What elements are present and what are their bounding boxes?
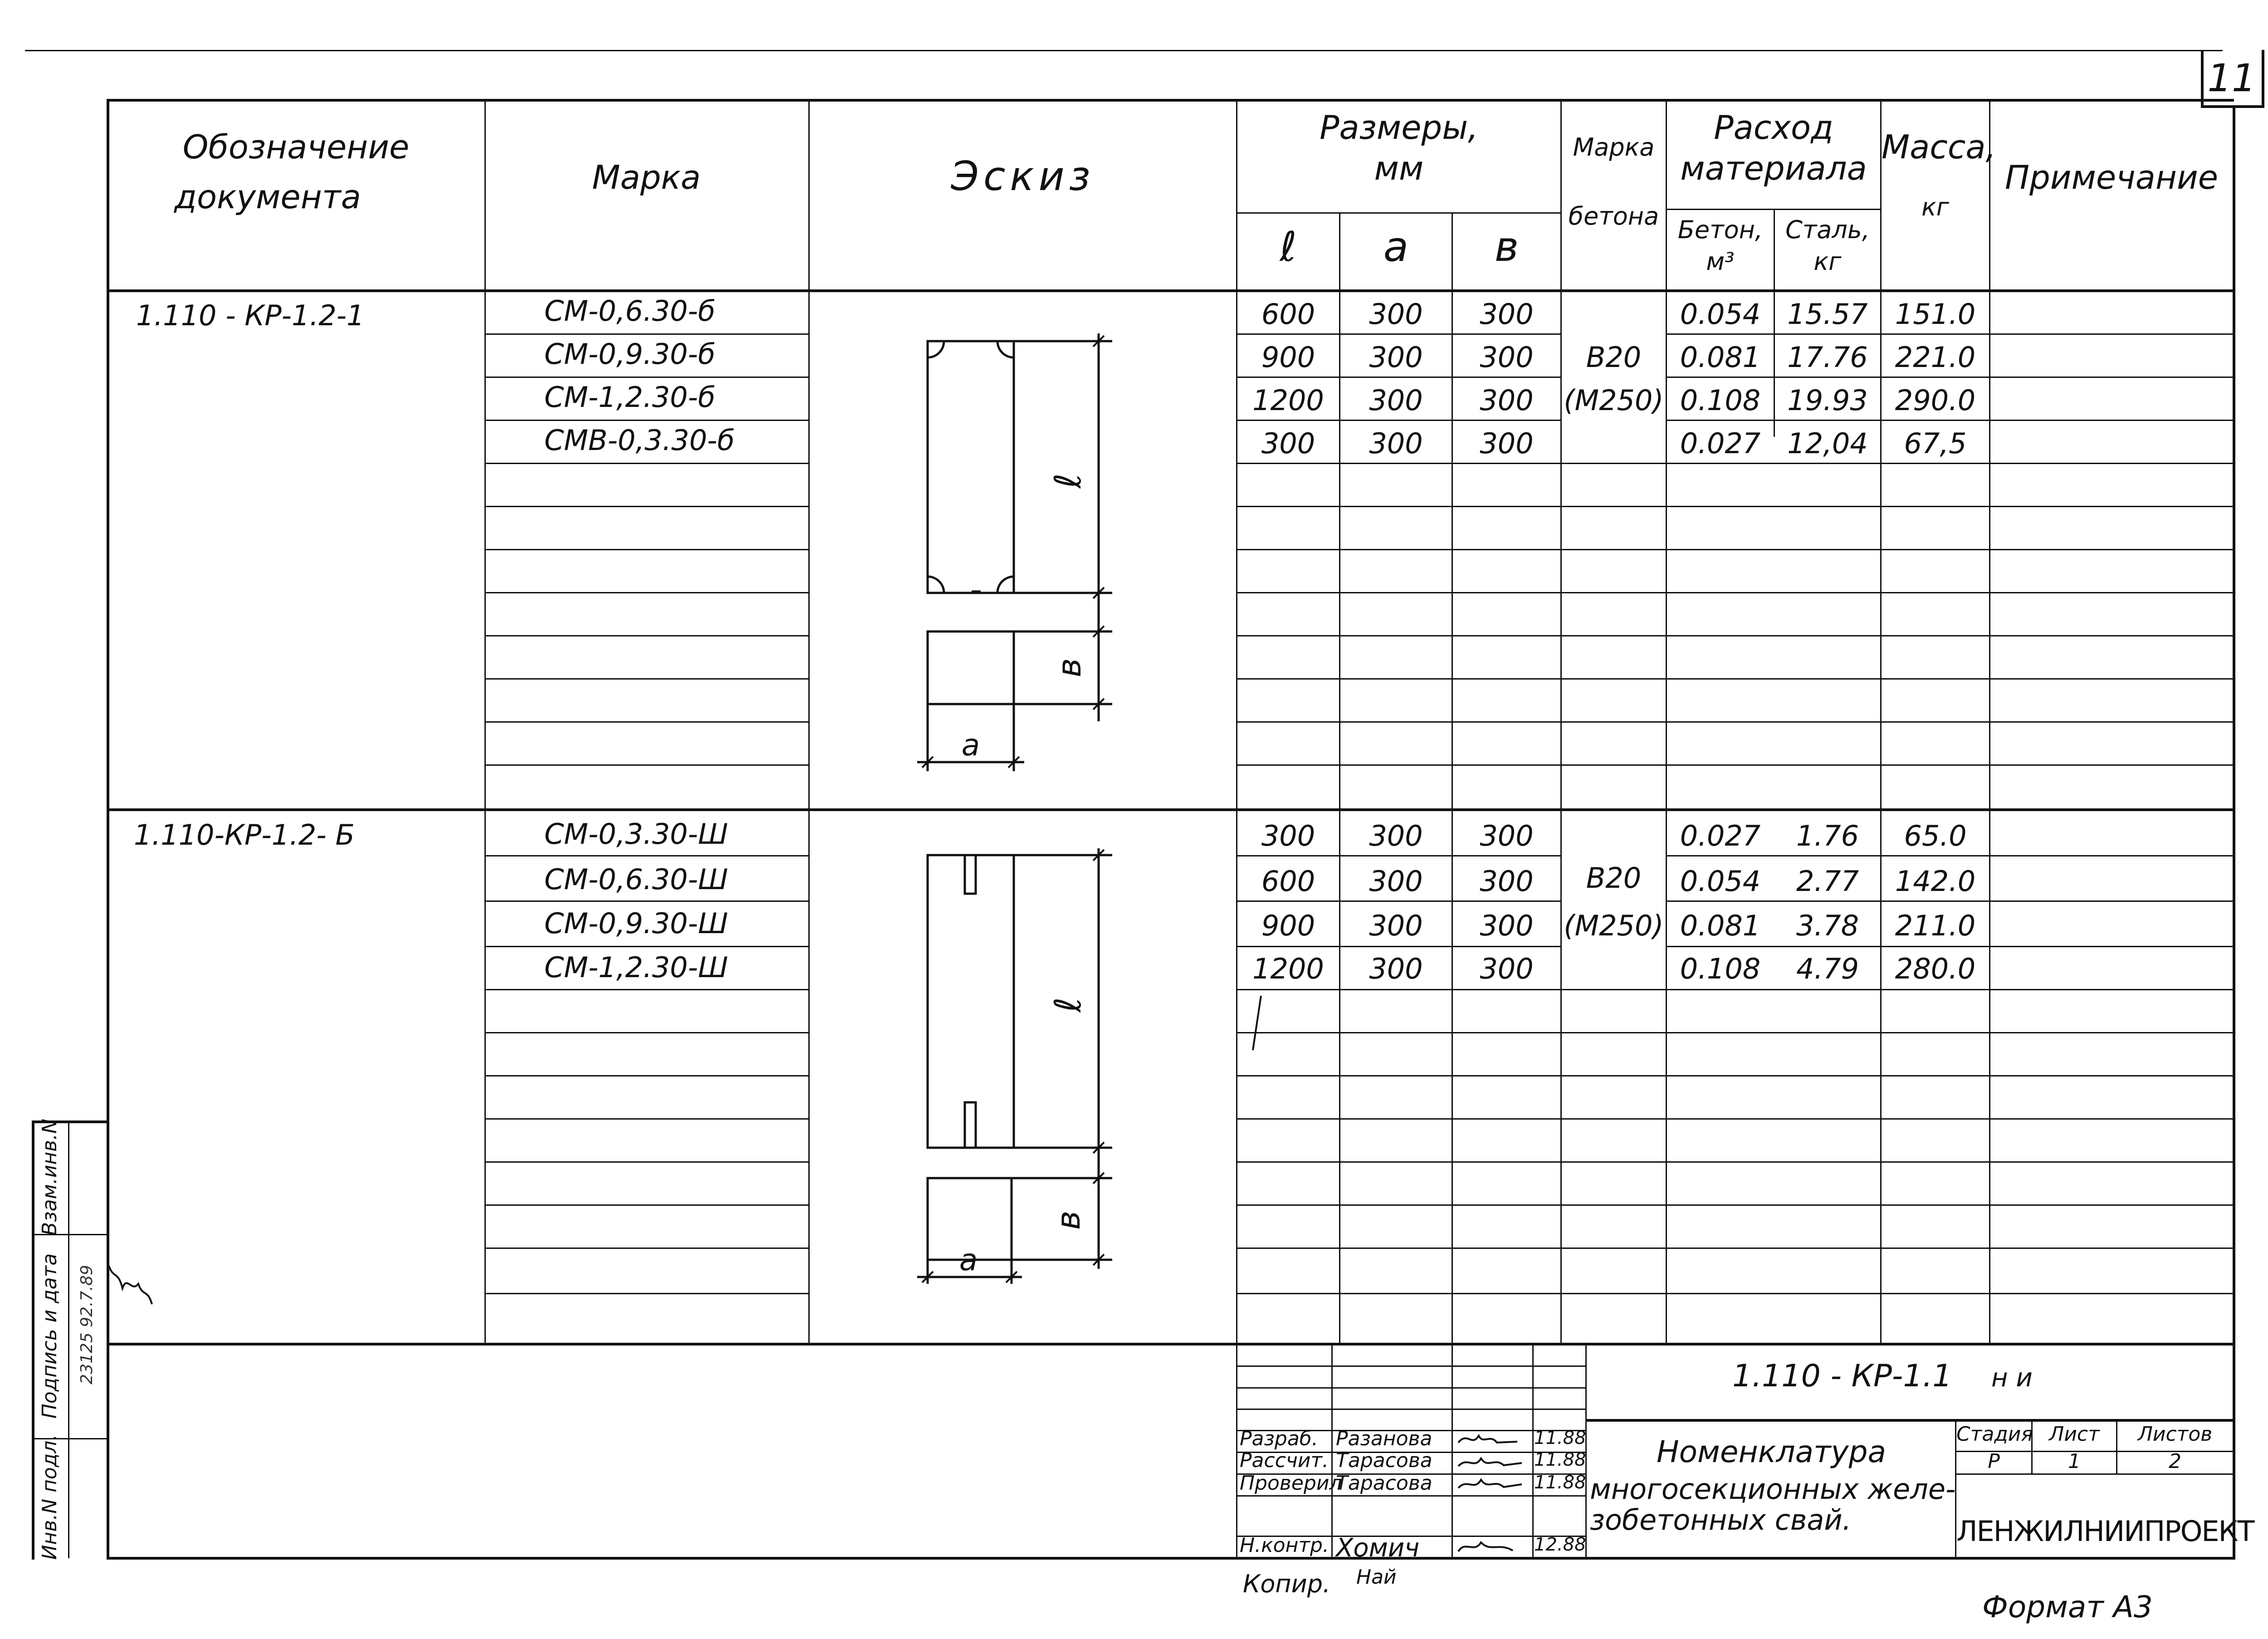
format-label: Формат А3 — [1982, 1590, 2153, 1624]
sketch2-label-b: в — [1049, 1210, 1087, 1230]
group2-mark-1: СМ-0,3.30-Ш — [544, 817, 728, 851]
header-note: Примечание — [2004, 158, 2219, 196]
group2-concrete-1: 0.027 — [1680, 819, 1761, 852]
title-line1: Номенклатура — [1657, 1434, 1886, 1469]
group1-mass-2: 221.0 — [1895, 341, 1976, 374]
group1-mark-1: СМ-0,6.30-б — [544, 294, 715, 328]
sketch1-label-l: ℓ — [1047, 473, 1089, 489]
group2-b-2: 300 — [1480, 865, 1534, 898]
signer-name-1: Разанова — [1336, 1427, 1432, 1450]
group1-b-4: 300 — [1480, 427, 1534, 460]
group2-b-1: 300 — [1480, 819, 1534, 852]
group2-doc: 1.110-КР-1.2- Б — [134, 818, 355, 851]
header-concrete-unit: м³ — [1706, 247, 1735, 276]
group1-concrete-grade-old: (М250) — [1564, 384, 1664, 417]
sketch2-label-l: ℓ — [1047, 997, 1089, 1013]
group2-b-3: 300 — [1480, 909, 1534, 942]
signer-name-4: Хомич — [1336, 1533, 1420, 1563]
group1-l-3: 1200 — [1252, 384, 1324, 417]
header-concrete-grade-line1: Марка — [1573, 133, 1655, 161]
header-steel: Сталь, — [1785, 215, 1870, 244]
stage-header: Стадия — [1956, 1423, 2033, 1446]
group2-l-1: 300 — [1261, 819, 1315, 852]
group2-concrete-2: 0.054 — [1680, 865, 1761, 898]
header-dim-a: a — [1383, 223, 1409, 271]
header-doc-line1: Обозначение — [182, 128, 410, 166]
group1-mark-3: СМ-1,2.30-б — [544, 381, 715, 414]
signer-date-4: 12.88 — [1534, 1534, 1586, 1555]
stamp-sign-date: Подпись и дата — [38, 1253, 61, 1419]
title-line2: многосекционных желе- — [1590, 1473, 1956, 1506]
signer-name-3: Тарасова — [1336, 1472, 1432, 1495]
sheet-header: Лист — [2049, 1423, 2100, 1446]
group1-steel-2: 17.76 — [1787, 341, 1868, 374]
group1-a-3: 300 — [1369, 384, 1423, 417]
header-doc-line2: документа — [174, 178, 361, 216]
header-dimensions-line2: мм — [1374, 149, 1424, 187]
sketch-pile-block — [808, 290, 1236, 808]
signer-date-1: 11.88 — [1534, 1428, 1586, 1448]
header-concrete: Бетон, — [1677, 215, 1763, 244]
header-sketch: Эскиз — [951, 153, 1095, 200]
group1-a-4: 300 — [1369, 427, 1423, 460]
group1-concrete-4: 0.027 — [1680, 427, 1761, 460]
sheet-value: 1 — [2068, 1450, 2081, 1473]
sketch-pile-socket — [808, 810, 1236, 1343]
signer-role-3: Проверил — [1240, 1472, 1342, 1495]
group2-mark-2: СМ-0,6.30-Ш — [544, 863, 728, 896]
group1-concrete-3: 0.108 — [1680, 384, 1761, 417]
sheet-number: 11 — [2207, 56, 2256, 100]
stamp-note: 23125 92.7.89 — [78, 1265, 96, 1385]
group1-concrete-1: 0.054 — [1680, 298, 1761, 331]
group2-steel-1: 1.76 — [1796, 819, 1859, 852]
group2-steel-2: 2.77 — [1796, 865, 1859, 898]
group2-mass-2: 142.0 — [1895, 865, 1976, 898]
group1-mark-4: СМВ-0,3.30-б — [544, 424, 735, 457]
group1-mark-2: СМ-0,9.30-б — [544, 338, 715, 371]
group2-a-4: 300 — [1369, 952, 1423, 985]
group2-a-3: 300 — [1369, 909, 1423, 942]
group2-a-2: 300 — [1369, 865, 1423, 898]
stamp-signature — [104, 1261, 154, 1316]
group1-b-1: 300 — [1480, 298, 1534, 331]
signer-date-2: 11.88 — [1534, 1449, 1586, 1470]
sketch2-label-a: a — [959, 1243, 978, 1277]
header-material-line2: материала — [1680, 149, 1867, 187]
group2-a-1: 300 — [1369, 819, 1423, 852]
sketch1-label-b: в — [1050, 658, 1088, 678]
header-dim-l: ℓ — [1280, 223, 1297, 271]
signer-role-4: Н.контр. — [1240, 1534, 1329, 1557]
sheets-header: Листов — [2137, 1423, 2213, 1446]
header-dimensions-line1: Размеры, — [1320, 108, 1478, 147]
group1-mass-3: 290.0 — [1895, 384, 1976, 417]
group2-mass-3: 211.0 — [1895, 909, 1976, 942]
title-line3: зобетонных свай. — [1590, 1503, 1852, 1536]
sketch1-label-a: a — [961, 728, 980, 763]
signer-name-2: Тарасова — [1336, 1449, 1432, 1472]
signatures — [1454, 1429, 1531, 1561]
group2-l-2: 600 — [1261, 865, 1315, 898]
copied-sign: Най — [1356, 1566, 1397, 1589]
organization: ЛЕНЖИЛНИИПРОЕКТ — [1956, 1515, 2254, 1548]
group1-b-3: 300 — [1480, 384, 1534, 417]
group1-concrete-2: 0.081 — [1680, 341, 1761, 374]
stage-value: Р — [1988, 1450, 2000, 1473]
group1-b-2: 300 — [1480, 341, 1534, 374]
header-material-line1: Расход — [1714, 108, 1833, 147]
group2-l-3: 900 — [1261, 909, 1315, 942]
group1-l-1: 600 — [1261, 298, 1315, 331]
group1-steel-4: 12,04 — [1787, 427, 1868, 460]
group1-doc: 1.110 - КР-1.2-1 — [136, 299, 365, 332]
header-mass: Масса, — [1882, 128, 1996, 166]
group1-l-4: 300 — [1261, 427, 1315, 460]
group2-l-4: 1200 — [1252, 952, 1324, 985]
signer-date-3: 11.88 — [1534, 1472, 1586, 1493]
group2-steel-3: 3.78 — [1796, 909, 1859, 942]
signer-role-2: Рассчит. — [1240, 1449, 1329, 1472]
group1-mass-1: 151.0 — [1895, 298, 1976, 331]
group2-concrete-3: 0.081 — [1680, 909, 1761, 942]
group1-steel-1: 15.57 — [1787, 298, 1868, 331]
group2-mass-4: 280.0 — [1895, 952, 1976, 985]
header-concrete-grade-line2: бетона — [1568, 202, 1659, 230]
group1-a-2: 300 — [1369, 341, 1423, 374]
group2-concrete-grade-old: (М250) — [1564, 909, 1664, 942]
group2-mark-4: СМ-1,2.30-Ш — [544, 951, 728, 984]
group1-a-1: 300 — [1369, 298, 1423, 331]
pen-mark — [1243, 991, 1270, 1055]
stamp-inv: Инв.N подл. — [38, 1434, 61, 1560]
title-code: 1.110 - КР-1.1 н и — [1732, 1358, 2033, 1394]
signer-role-1: Разраб. — [1240, 1427, 1318, 1450]
stamp-replace-inv: Взам.инв.N — [38, 1119, 61, 1236]
header-mass-unit: кг — [1921, 193, 1949, 221]
header-steel-unit: кг — [1813, 247, 1842, 276]
copied-label: Копир. — [1243, 1570, 1331, 1598]
header-dim-b: в — [1494, 223, 1519, 271]
group2-b-4: 300 — [1480, 952, 1534, 985]
group1-steel-3: 19.93 — [1787, 384, 1868, 417]
group2-concrete-4: 0.108 — [1680, 952, 1761, 985]
group1-concrete-grade: В20 — [1586, 341, 1642, 374]
header-mark: Марка — [592, 158, 701, 196]
group2-mark-3: СМ-0,9.30-Ш — [544, 907, 728, 940]
group1-mass-4: 67,5 — [1904, 427, 1967, 460]
sheets-value: 2 — [2169, 1450, 2181, 1473]
group1-l-2: 900 — [1261, 341, 1315, 374]
group2-steel-4: 4.79 — [1796, 952, 1859, 985]
group2-mass-1: 65.0 — [1904, 819, 1967, 852]
group2-concrete-grade: В20 — [1586, 861, 1642, 895]
